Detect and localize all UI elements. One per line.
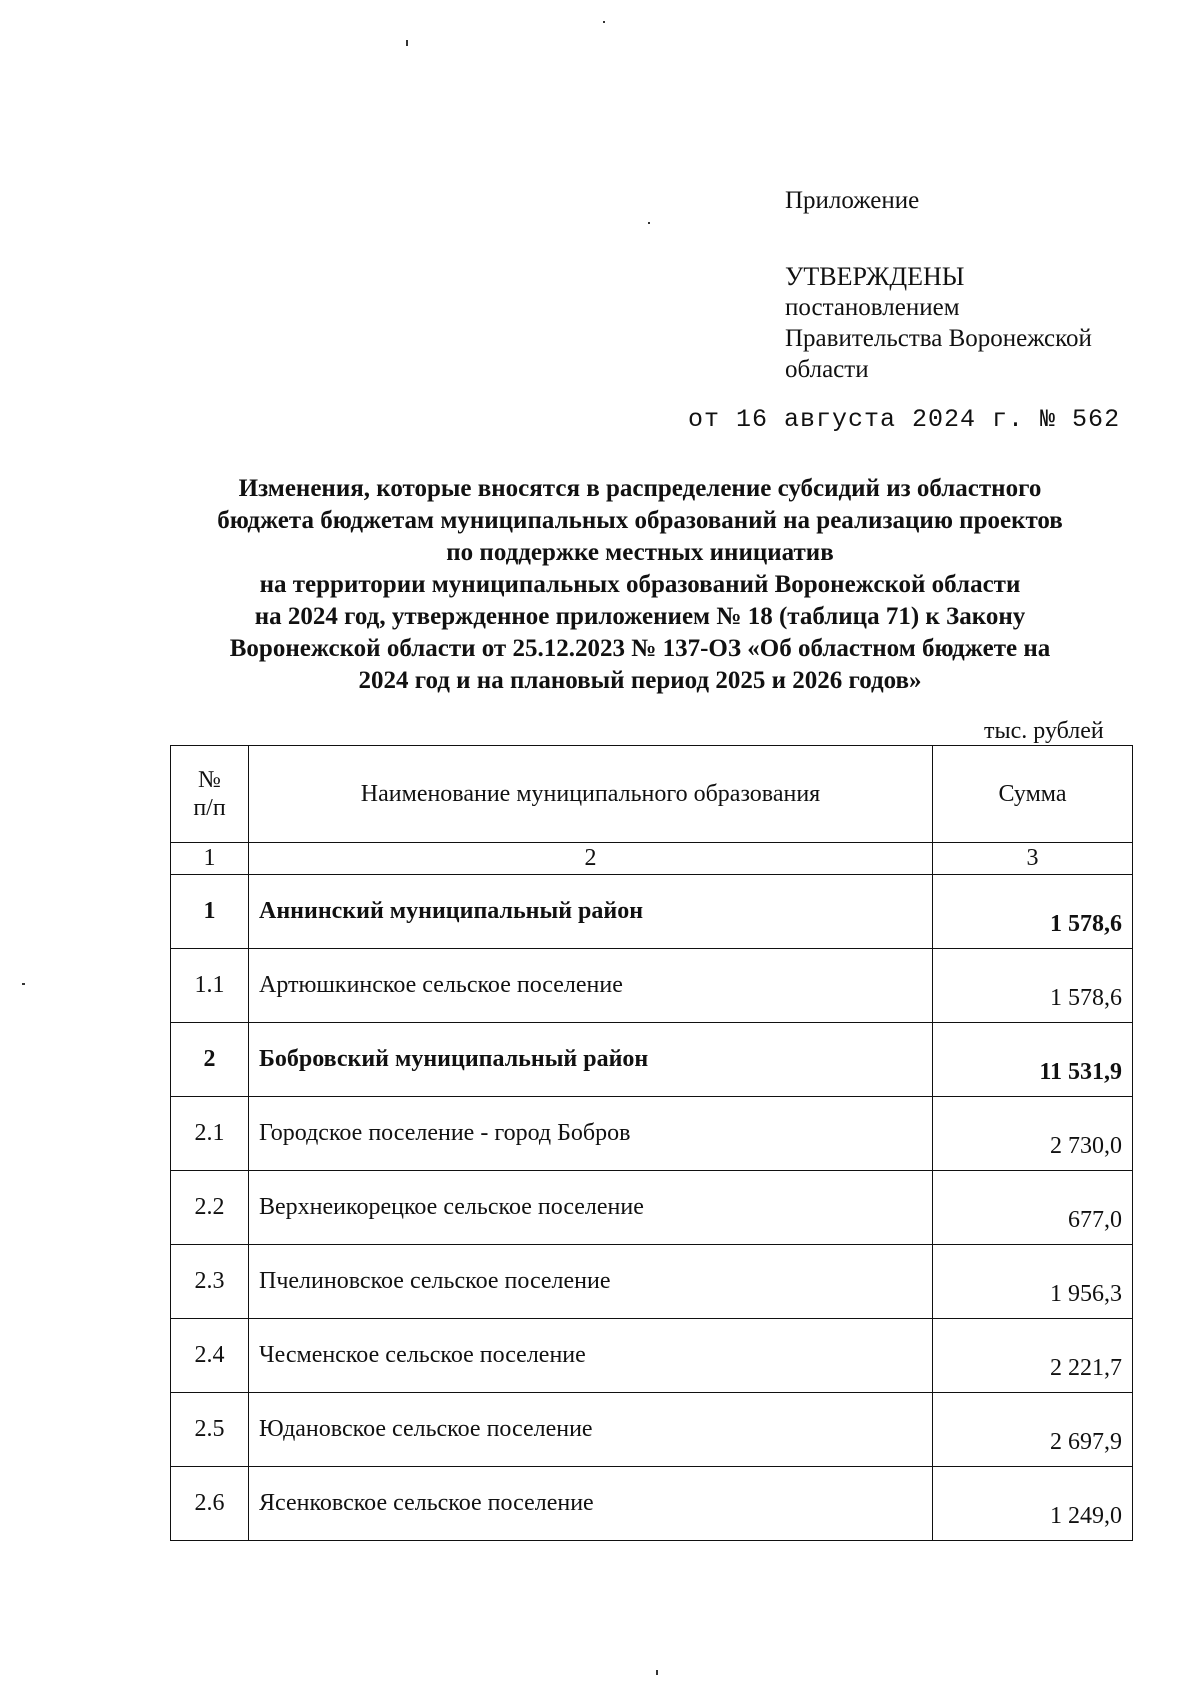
row-name: Юдановское сельское поселение bbox=[249, 1393, 933, 1467]
column-number-row bbox=[171, 843, 1133, 875]
column-number: 3 bbox=[933, 843, 1133, 875]
row-number: 2 bbox=[171, 1023, 249, 1097]
units-label: тыс. рублей bbox=[984, 718, 1104, 744]
row-sum: 2 221,7 bbox=[933, 1319, 1133, 1393]
row-sum: 2 697,9 bbox=[933, 1393, 1133, 1467]
row-sum: 677,0 bbox=[933, 1171, 1133, 1245]
table-row bbox=[171, 1245, 1133, 1319]
row-number: 2.2 bbox=[171, 1171, 249, 1245]
table-row bbox=[171, 875, 1133, 949]
row-name: Чесменское сельское поселение bbox=[249, 1319, 933, 1393]
table-row bbox=[171, 1467, 1133, 1541]
header-num-line2: п/п bbox=[193, 795, 226, 821]
row-number: 2.1 bbox=[171, 1097, 249, 1171]
table-row bbox=[171, 949, 1133, 1023]
row-name: Аннинский муниципальный район bbox=[249, 875, 933, 949]
approved-by-line: области bbox=[785, 356, 869, 383]
title-line: Изменения, которые вносятся в распределение субсидий из областного bbox=[238, 475, 1042, 502]
approved-label: УТВЕРЖДЕНЫ bbox=[785, 262, 965, 291]
scan-speck bbox=[648, 222, 650, 224]
row-sum: 1 249,0 bbox=[933, 1467, 1133, 1541]
row-number: 2.6 bbox=[171, 1467, 249, 1541]
header-sum: Сумма bbox=[933, 746, 1133, 843]
title-line: на 2024 год, утвержденное приложением № 18 (таблица 71) к Закону bbox=[254, 603, 1026, 630]
title-line: на территории муниципальных образований Воронежской области bbox=[259, 571, 1021, 598]
table-row bbox=[171, 1171, 1133, 1245]
row-sum: 11 531,9 bbox=[933, 1023, 1133, 1097]
table-row bbox=[171, 1097, 1133, 1171]
subsidy-table bbox=[170, 745, 1133, 1541]
title-line: Воронежской области от 25.12.2023 № 137-ОЗ «Об областном бюджете на bbox=[229, 635, 1051, 662]
header-num bbox=[171, 746, 249, 843]
column-number: 1 bbox=[171, 843, 249, 875]
table-row bbox=[171, 1393, 1133, 1467]
row-name: Артюшкинское сельское поселение bbox=[249, 949, 933, 1023]
row-number: 2.3 bbox=[171, 1245, 249, 1319]
title-line: по поддержке местных инициатив bbox=[446, 539, 834, 566]
row-sum: 1 578,6 bbox=[933, 949, 1133, 1023]
row-number: 2.5 bbox=[171, 1393, 249, 1467]
annex-label: Приложение bbox=[785, 187, 920, 214]
row-name: Городское поселение - город Бобров bbox=[249, 1097, 933, 1171]
title-line: 2024 год и на плановый период 2025 и 2026 годов» bbox=[358, 667, 922, 694]
approved-by-line: Правительства Воронежской bbox=[785, 325, 1092, 352]
approved-by-line: постановлением bbox=[785, 294, 960, 321]
row-number: 1 bbox=[171, 875, 249, 949]
row-name: Верхнеикорецкое сельское поселение bbox=[249, 1171, 933, 1245]
column-number: 2 bbox=[249, 843, 933, 875]
table-row bbox=[171, 1023, 1133, 1097]
row-sum: 2 730,0 bbox=[933, 1097, 1133, 1171]
row-number: 2.4 bbox=[171, 1319, 249, 1393]
scan-speck bbox=[406, 40, 408, 46]
resolution-date: от 16 августа 2024 г. № 562 bbox=[688, 405, 1121, 434]
scan-speck bbox=[22, 983, 25, 985]
document-title bbox=[160, 473, 1120, 697]
row-name: Бобровский муниципальный район bbox=[249, 1023, 933, 1097]
table-header-row bbox=[171, 746, 1133, 843]
approval-block bbox=[785, 185, 1092, 385]
row-name: Ясенковское сельское поселение bbox=[249, 1467, 933, 1541]
header-name: Наименование муниципального образования bbox=[249, 746, 933, 843]
table-row bbox=[171, 1319, 1133, 1393]
row-sum: 1 956,3 bbox=[933, 1245, 1133, 1319]
row-name: Пчелиновское сельское поселение bbox=[249, 1245, 933, 1319]
scan-speck bbox=[603, 21, 605, 23]
row-number: 1.1 bbox=[171, 949, 249, 1023]
header-num-line1: № bbox=[198, 767, 221, 793]
scan-speck bbox=[656, 1670, 658, 1675]
row-sum: 1 578,6 bbox=[933, 875, 1133, 949]
title-line: бюджета бюджетам муниципальных образований на реализацию проектов bbox=[217, 507, 1063, 534]
